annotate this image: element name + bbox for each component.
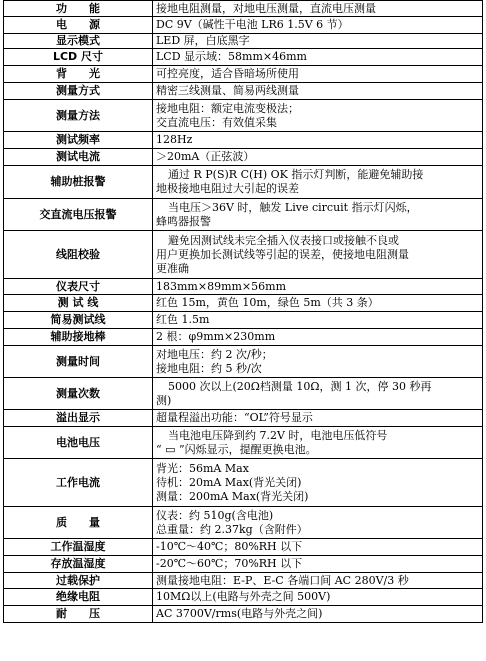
spec-value <box>153 199 483 231</box>
spec-value-line: 2 根：φ9mm×230mm <box>156 330 276 343</box>
spec-row <box>4 199 483 231</box>
spec-value-line: 接地电阻：额定电流变极法； <box>156 101 299 115</box>
spec-value-line: 待机：20mA Max(背光关闭) <box>156 475 302 489</box>
spec-value-line: -10℃～40℃；80%RH 以下 <box>156 540 303 553</box>
spec-label: 测量时间 <box>4 346 153 378</box>
spec-table-body <box>4 1 483 623</box>
spec-value-line: 10MΩ以上(电路与外壳之间 500V) <box>156 590 331 603</box>
spec-label: 仪表尺寸 <box>4 279 153 295</box>
spec-value-line: 测) <box>156 393 172 407</box>
spec-label: 工作温湿度 <box>4 539 153 556</box>
spec-row <box>4 573 483 589</box>
spec-row <box>4 459 483 507</box>
spec-value <box>153 231 483 279</box>
spec-label: 测量方式 <box>4 83 153 100</box>
spec-label: 辅助接地棒 <box>4 329 153 346</box>
spec-label: 测试电流 <box>4 149 153 166</box>
spec-row <box>4 100 483 132</box>
spec-label: 显示模式 <box>4 34 153 49</box>
spec-value-line: 蜂鸣器报警 <box>156 214 211 228</box>
spec-value <box>153 346 483 378</box>
spec-value-line: 精密三线测量、简易两线测量 <box>156 84 299 97</box>
spec-row <box>4 132 483 149</box>
spec-row <box>4 34 483 49</box>
spec-label: 背 光 <box>4 66 153 83</box>
spec-label: 耐 压 <box>4 606 153 623</box>
spec-row <box>4 556 483 573</box>
spec-value <box>153 295 483 312</box>
spec-value-line: 背光：56mA Max <box>156 461 249 475</box>
spec-value-line: 接地电阻测量，对地电压测量，直流电压测量 <box>156 1 376 15</box>
spec-value <box>153 556 483 573</box>
spec-value-line: ＞20mA（正弦波） <box>156 150 255 163</box>
spec-value <box>153 166 483 199</box>
spec-row <box>4 17 483 34</box>
spec-value <box>153 378 483 410</box>
spec-value-line: 红色 15m，黄色 10m，绿色 5m（共 3 条） <box>156 296 379 309</box>
spec-label: 测量次数 <box>4 378 153 410</box>
spec-row <box>4 312 483 329</box>
spec-value-line: 交直流电压：有效值采集 <box>156 115 277 129</box>
spec-value-line: 更准确 <box>156 261 189 275</box>
spec-value <box>153 34 483 49</box>
spec-label: 存放温湿度 <box>4 556 153 573</box>
spec-value <box>153 1 483 17</box>
spec-row <box>4 329 483 346</box>
spec-value-line: 避免因测试线未完全插入仪表接口或接触不良或 <box>168 233 399 247</box>
spec-value-line: LCD 显示域：58mm×46mm <box>156 50 307 63</box>
spec-row <box>4 539 483 556</box>
spec-row <box>4 295 483 312</box>
spec-label: 辅助桩报警 <box>4 166 153 199</box>
spec-label: 功 能 <box>4 1 153 17</box>
spec-row <box>4 427 483 459</box>
spec-value-line: AC 3700V/rms(电路与外壳之间) <box>156 607 323 620</box>
spec-row <box>4 507 483 539</box>
spec-label: 电 源 <box>4 17 153 34</box>
spec-value-line: 超量程溢出功能：“OL”符号显示 <box>156 411 313 424</box>
spec-value-line: 测量：200mA Max(背光关闭) <box>156 489 309 503</box>
spec-label: 绝缘电阻 <box>4 589 153 606</box>
spec-value-line: 5000 次以上(20Ω档测量 10Ω，测 1 次，停 30 秒再 <box>168 379 432 393</box>
spec-value <box>153 410 483 427</box>
spec-value-line: 可控亮度，适合昏暗场所使用 <box>156 67 299 80</box>
spec-label: 测试频率 <box>4 132 153 149</box>
spec-value-line: 128Hz <box>156 133 193 146</box>
spec-value <box>153 606 483 623</box>
spec-row <box>4 83 483 100</box>
spec-value-line: LED 屏，白底黑字 <box>156 34 250 47</box>
spec-value <box>153 149 483 166</box>
spec-row <box>4 378 483 410</box>
spec-row <box>4 589 483 606</box>
spec-value <box>153 100 483 132</box>
spec-row <box>4 49 483 66</box>
spec-value-line: 红色 1.5m <box>156 313 210 326</box>
spec-value-line: 通过 R P(S)R C(H) OK 指示灯判断，能避免辅助接 <box>168 168 424 181</box>
spec-value-line: 仪表：约 510g(含电池) <box>156 508 274 522</box>
spec-value-line: 当电压＞36V 时，触发 Live circuit 指示灯闪烁， <box>168 200 418 214</box>
spec-label: 测量方法 <box>4 100 153 132</box>
spec-label: 测 试 线 <box>4 295 153 312</box>
spec-table <box>3 0 483 623</box>
spec-label: 溢出显示 <box>4 410 153 427</box>
spec-value-line: “ ▭ ”闪烁显示，提醒更换电池。 <box>156 442 317 456</box>
spec-label: 质 量 <box>4 507 153 539</box>
spec-row <box>4 606 483 623</box>
spec-label: 过载保护 <box>4 573 153 589</box>
spec-label: 电池电压 <box>4 427 153 459</box>
spec-value-line: 接地电阻：约 5 秒/次 <box>156 361 262 375</box>
spec-label: 交直流电压报警 <box>4 199 153 231</box>
spec-row <box>4 1 483 17</box>
spec-value-line: DC 9V（碱性干电池 LR6 1.5V 6 节） <box>156 18 349 31</box>
spec-value-line: 对地电压：约 2 次/秒； <box>156 347 273 361</box>
spec-row <box>4 410 483 427</box>
spec-label: LCD 尺寸 <box>4 49 153 66</box>
spec-value-line: -20℃～60℃；70%RH 以下 <box>156 557 303 570</box>
spec-value <box>153 49 483 66</box>
spec-row <box>4 166 483 199</box>
spec-value <box>153 539 483 556</box>
spec-label: 简易测试线 <box>4 312 153 329</box>
spec-row <box>4 231 483 279</box>
spec-row <box>4 346 483 378</box>
spec-value <box>153 279 483 295</box>
spec-row <box>4 279 483 295</box>
spec-value <box>153 132 483 149</box>
spec-value <box>153 589 483 606</box>
spec-value <box>153 427 483 459</box>
spec-label: 工作电流 <box>4 459 153 507</box>
spec-value <box>153 312 483 329</box>
spec-value-line: 测量接地电阻：E-P、E-C 各端口间 AC 280V/3 秒 <box>156 573 409 587</box>
spec-value-line: 地极接地电阻过大引起的误差 <box>156 182 299 195</box>
spec-value-line: 183mm×89mm×56mm <box>156 279 287 293</box>
spec-value <box>153 573 483 589</box>
spec-value-line: 当电池电压降到约 7.2V 时，电池电压低符号 <box>168 428 388 442</box>
spec-value <box>153 507 483 539</box>
spec-row <box>4 66 483 83</box>
spec-value-line: 用户更换加长测试线等引起的误差，使接地电阻测量 <box>156 247 409 261</box>
spec-value <box>153 459 483 507</box>
spec-value <box>153 329 483 346</box>
spec-value <box>153 83 483 100</box>
spec-value <box>153 17 483 34</box>
spec-value <box>153 66 483 83</box>
spec-label: 线阻校验 <box>4 231 153 279</box>
spec-row <box>4 149 483 166</box>
spec-value-line: 总重量：约 2.37kg（含附件） <box>156 522 308 536</box>
